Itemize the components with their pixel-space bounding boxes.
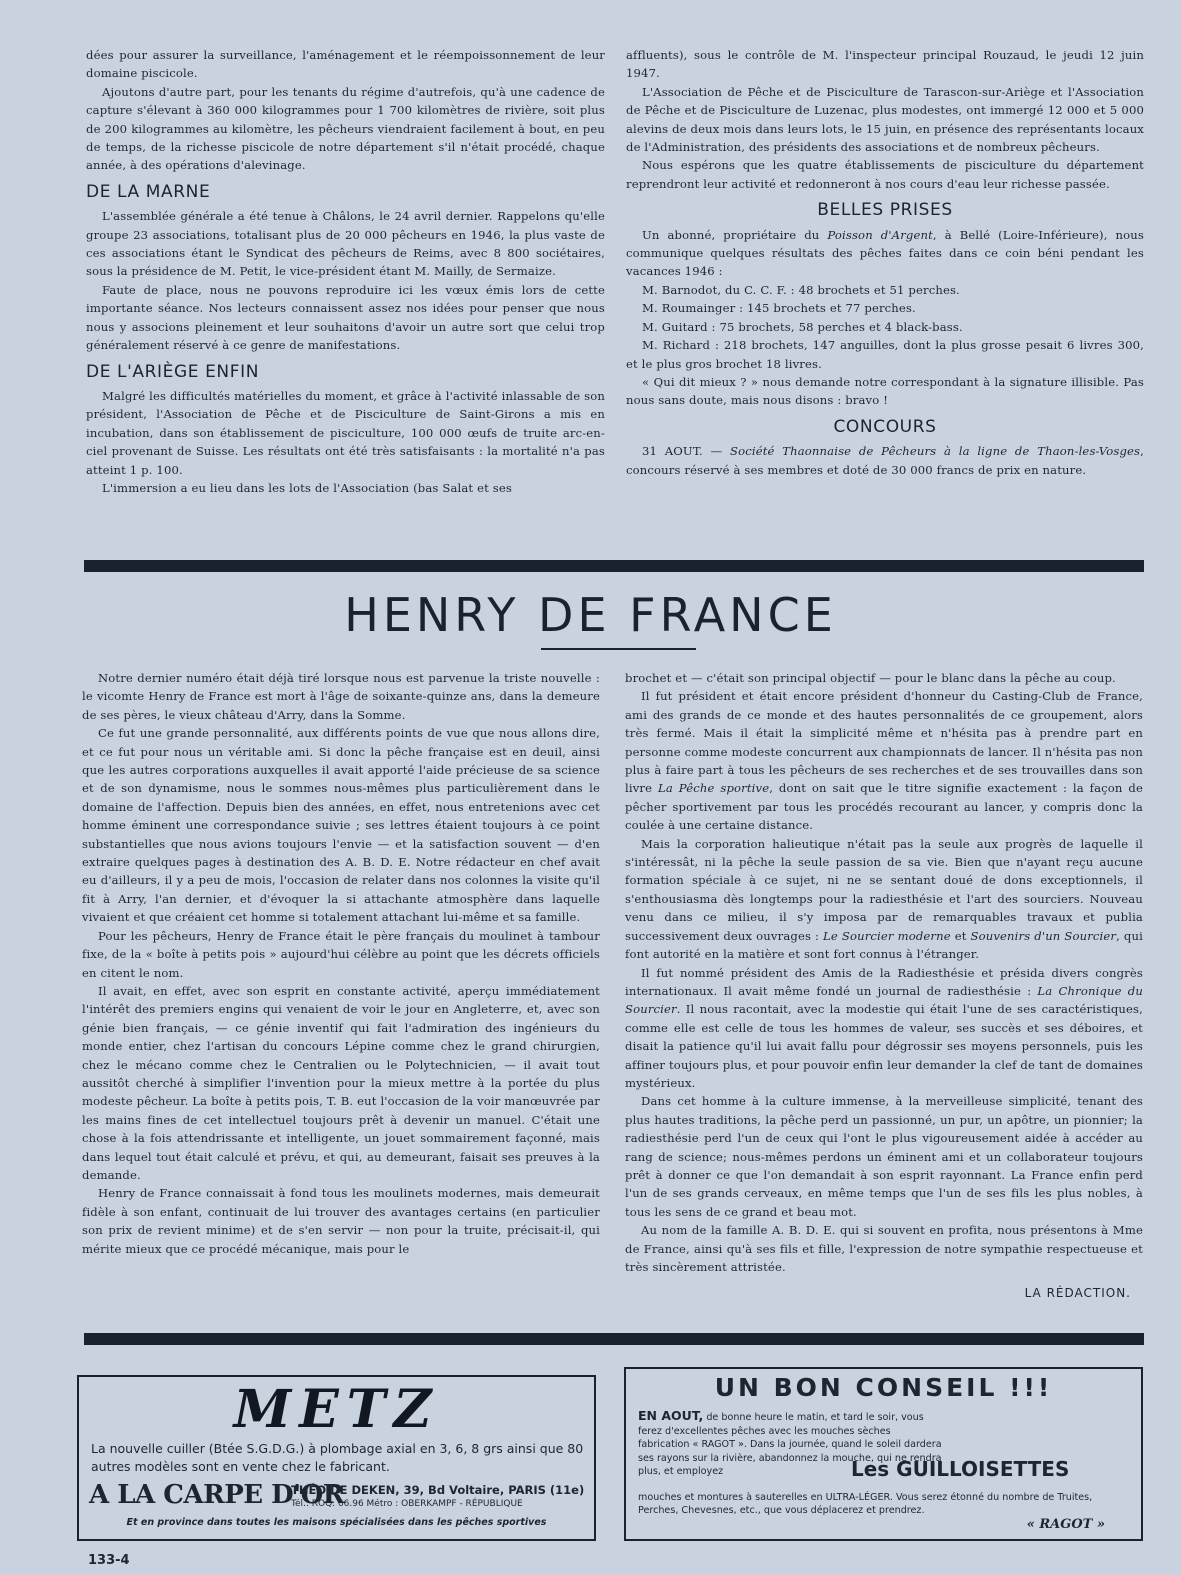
ragot-body: EN AOUT, de bonne heure le matin, et tard le soir, vous ferez d'excellentes pêches avec les mouches sèches fabrication « RAGOT ». Dans la journée, quand le soleil dardera ses rayons sur la rivière, abandonnez la mouche, qui ne rendra plus, et employez bbox=[638, 1408, 942, 1477]
top-right-column bbox=[626, 46, 1144, 479]
metz-footer: Et en province dans toutes les maisons spécialisées dans les pêches sportives bbox=[126, 1517, 547, 1528]
paragraph: L'immersion a eu lieu dans les lots de l'Association (bas Salat et ses bbox=[102, 480, 512, 495]
paragraph: Il fut président et était encore président d'honneur du Casting-Club de France, ami des grands de ce monde et des hautes personnalités de ce groupement, alors très fermé. Mais il était la simplicité même et n'hésita pas à prendre part en personne comme modeste concurrent aux championnats de lancer. Il n'hésita pas non plus à faire part à tous les pêcheurs de ses recherches et de ses trouvailles dans son livre La Pêche sportive, dont on sait que le titre signifie exactement : la façon de pêcher sportivement par tous les procédés recourant au lancer, y compris donc la coulée à une certaine distance. bbox=[625, 689, 1143, 833]
metz-description: La nouvelle cuiller (Btée S.G.D.G.) à plombage axial en 3, 6, 8 grs ainsi que 80 autres modèles sont en vente chez le fabricant. bbox=[91, 1441, 584, 1474]
list-item: M. Guitard : 75 brochets, 58 perches et 4 black-bass. bbox=[642, 319, 963, 334]
paragraph: dées pour assurer la surveillance, l'aménagement et le réempoissonnement de leur domaine piscicole. bbox=[86, 48, 605, 81]
paragraph: 31 AOUT. — Société Thaonnaise de Pêcheurs à la ligne de Thaon-les-Vosges, concours réservé à ses membres et doté de 30 000 francs de prix en nature. bbox=[626, 444, 1144, 477]
paragraph: Henry de France connaissait à fond tous les moulinets modernes, mais demeurait fidèle à son enfant, continuait de lui trouver des avantages certains (en particulier son prix de revient minime) et de s'en servir — non pour la truite, précisait-il, qui mérite mieux que ce procédé mécanique, mais pour le bbox=[82, 1186, 600, 1256]
article-title: HENRY DE FRANCE bbox=[344, 588, 837, 642]
paragraph: Ce fut une grande personnalité, aux différents points de vue que nous allons dire, et ce fut pour nous un véritable ami. Si donc la pêche française est en deuil, ainsi que les autres corporations auxquelles il avait apporté l'aide précieuse de sa science et de son dynamisme, nous le sommes nous-mêmes plus particulièrement dans le domaine de l'affection. Depuis bien des années, en effet, nous entretenions avec cet homme éminent une correspondance suivie ; ses lettres étaient toujours à ce point substantielles que nous avions toujours l'envie — et la satisfaction souvent — d'en extraire quelques pages à destination des A. B. D. E. Notre rédacteur en chef avait eu d'ailleurs, il y a peu de mois, l'occasion de relater dans nos colonnes la visite qu'il fit à Arry, l'an dernier, et d'évoquer la si attachante atmosphère dans laquelle vivaient et que créaient cet homme si totalement attachant lui-même et sa famille. bbox=[82, 726, 600, 925]
paragraph: L'Association de Pêche et de Pisciculture de Tarascon-sur-Ariège et l'Association de Pêche et de Pisciculture de Luzenac, plus modestes, ont immergé 12 000 et 5 000 alevins de deux mois dans leurs lots, le 15 juin, en présence des représentants locaux de l'Administration, des présidents des associations et de nombreux pêcheurs. bbox=[626, 84, 1144, 155]
paragraph: Dans cet homme à la culture immense, à la merveilleuse simplicité, tenant des plus hautes traditions, la pêche perd un passionné, un pur, un apôtre, un pionnier; la radiesthésie perd l'un de ceux qui l'ont le plus vigoureusement aidée à accéder au rang de science; nous-mêmes perdons un éminent ami et un collaborateur toujours prêt à donner ce que l'on demandait à son esprit rayonnant. La France enfin perd l'un de ses grands cerveaux, en même temps que l'un de ses fils les plus nobles, à tous les sens de ce grand et beau mot. bbox=[625, 1094, 1143, 1219]
paragraph: « Qui dit mieux ? » nous demande notre correspondant à la signature illisible. Pas nous sans doute, mais nous disons : bravo ! bbox=[626, 374, 1144, 408]
section-heading-ariege: DE L'ARIÈGE ENFIN bbox=[86, 361, 260, 382]
section-heading-belles-prises: BELLES PRISES bbox=[817, 200, 953, 221]
list-item: M. Barnodot, du C. C. F. : 48 brochets et 51 perches. bbox=[642, 282, 960, 297]
advertisement-metz bbox=[77, 1375, 596, 1541]
title-underline bbox=[541, 648, 696, 650]
shop-phone: Tél.: ROQ. 66.96 Métro : OBERKAMPF - RÉPUBLIQUE bbox=[291, 1499, 523, 1509]
list-item: M. Roumainger : 145 brochets et 77 perches. bbox=[642, 301, 916, 316]
paragraph: Notre dernier numéro était déjà tiré lorsque nous est parvenue la triste nouvelle : le vicomte Henry de France est mort à l'âge de soixante-quinze ans, dans la demeure de ses pères, le vieux château d'Arry, dans la Somme. bbox=[82, 671, 600, 722]
paragraph: Ajoutons d'autre part, pour les tenants du régime d'autrefois, qu'à une cadence de capture s'élevant à 360 000 kilogrammes pour 1 700 kilomètres de rivière, soit plus de 200 kilogrammes au kilomètre, les pêcheurs viendraient facilement à bout, en peu de temps, de la richesse piscicole de notre département s'il n'était procédé, chaque année, à des opérations d'alevinage. bbox=[86, 84, 605, 173]
paragraph: Malgré les difficultés matérielles du moment, et grâce à l'activité inlassable de son président, l'Association de Pêche et de Pisciculture de Saint-Girons a mis en incubation, dans son établissement de pisciculture, 100 000 œufs de truite arc-en-ciel provenant de Suisse. Les résultats ont été très satisfaisants : la mortalité n'a pas atteint 1 p. 100. bbox=[86, 388, 605, 477]
paragraph: Mais la corporation halieutique n'était pas la seule aux progrès de laquelle il s'intéressât, ni la pêche la seule passion de sa vie. Bien que n'ayant reçu aucune formation spéciale à ce sujet, ni ne se sentant doué de dons exceptionnels, il s'enthousiasma dès longtemps pour la radiesthésie et l'art des sourciers. Nouveau venu dans ce milieu, il s'y imposa par de remarquables travaux et publia successivement deux ouvrages : Le Sourcier moderne et Souvenirs d'un Sourcier, qui font autorité en la matière et sont fort connus à l'étranger. bbox=[625, 836, 1143, 962]
advertisement-ragot bbox=[624, 1367, 1143, 1541]
divider-rule-top bbox=[84, 560, 1144, 572]
ragot-brand: Les GUILLOISETTES bbox=[851, 1457, 1070, 1481]
ragot-body-2: mouches et montures à sauterelles en ULTRA-LÉGER. Vous serez étonné du nombre de Truites, Perches, Chevesnes, etc., que vous déplacerez et prendrez. bbox=[638, 1492, 1093, 1516]
shop-name: A LA CARPE D'OR bbox=[89, 1480, 344, 1510]
paragraph: L'assemblée générale a été tenue à Châlons, le 24 avril dernier. Rappelons qu'elle groupe 23 associations, totalisant plus de 20 000 pêcheurs en 1946, la plus vaste de ces associations étant le Syndicat des pêcheurs de Reims, avec 8 800 sociétaires, sous la présidence de M. Petit, le vice-président étant M. Mailly, de Sermaize. bbox=[86, 209, 605, 279]
paragraph: Il fut nommé président des Amis de la Radiesthésie et présida divers congrès internationaux. Il avait même fondé un journal de radiesthésie : La Chronique du Sourcier. Il nous racontait, avec la modestie qui était l'une de ses caractéristiques, comme elle est celle de tous les hommes de valeur, ses succès et ses déboires, et disait la patience qu'il lui avait fallu pour dégrossir ses moyens personnels, puis les affiner toujours plus, et pour pouvoir enfin leur demander la clef de tant de domaines mystérieux. bbox=[625, 965, 1143, 1090]
section-heading-concours: CONCOURS bbox=[833, 416, 937, 437]
ragot-signature: « RAGOT » bbox=[1026, 1517, 1105, 1532]
list-item: M. Richard : 218 brochets, 147 anguilles, dont la plus grosse pesait 6 livres 300, et le plus gros brochet 18 livres. bbox=[626, 338, 1144, 371]
metz-brand: METZ bbox=[233, 1379, 440, 1440]
shop-address: THÉO DE DEKEN, 39, Bd Voltaire, PARIS (11e) bbox=[291, 1483, 585, 1497]
paragraph: Au nom de la famille A. B. D. E. qui si souvent en profita, nous présentons à Mme de France, ainsi qu'à ses fils et fille, l'expression de notre sympathie respectueuse et très sincèrement attristée. bbox=[625, 1223, 1143, 1274]
paragraph: Pour les pêcheurs, Henry de France était le père français du moulinet à tambour fixe, de la « boîte à petits pois » aujourd'hui célèbre au point que les décrets officiels en citent le nom. bbox=[82, 928, 600, 980]
top-left-column bbox=[86, 46, 605, 497]
paragraph: Un abonné, propriétaire du Poisson d'Argent, à Bellé (Loire-Inférieure), nous communique quelques résultats des pêches faites dans ce coin béni pendant les vacances 1946 : bbox=[626, 227, 1144, 279]
paragraph: Il avait, en effet, avec son esprit en constante activité, aperçu immédiatement l'intérêt des premiers engins qui venaient de voir le jour en Angleterre, et, avec son génie bien français, — ce génie inventif qui fait l'admiration des ingénieurs du monde entier, chez l'artisan du concours Lépine comme chez le grand chirurgien, chez le mécano comme chez le Centralien ou le Polytechnicien, — il avait tout aussitôt cherché à simplifier l'invention pour la mieux mettre à la portée du plus modeste pêcheur. La boîte à petits pois, T. B. eut l'occasion de la voir manœuvrée par les mains fines de cet intellectuel toujours prêt à devenir un manuel. C'était une chose à la fois attendrissante et intelligente, un jouet sommairement façonné, mais dans lequel tout était calculé et prévu, et qui, au demeurant, faisait ses preuves à la demande. bbox=[82, 983, 600, 1182]
article-signature: LA RÉDACTION. bbox=[1024, 1286, 1131, 1301]
paragraph: Nous espérons que les quatre établissements de pisciculture du département reprendront leur activité et redonneront à nos cours d'eau leur richesse passée. bbox=[626, 158, 1144, 191]
article-left-column bbox=[82, 669, 600, 1258]
divider-rule-bottom bbox=[84, 1333, 1144, 1345]
paragraph: brochet et — c'était son principal objectif — pour le blanc dans la pêche au coup. bbox=[625, 671, 1116, 685]
ragot-title: UN BON CONSEIL !!! bbox=[714, 1373, 1053, 1402]
page-number: 133-4 bbox=[88, 1553, 130, 1568]
paragraph: affluents), sous le contrôle de M. l'inspecteur principal Rouzaud, le jeudi 12 juin 1947. bbox=[626, 48, 1144, 81]
section-heading-marne: DE LA MARNE bbox=[86, 181, 211, 202]
article-right-column bbox=[625, 669, 1143, 1303]
paragraph: Faute de place, nous ne pouvons reproduire ici les vœux émis lors de cette importante séance. Nos lecteurs connaissent assez nos idées pour penser que nous nous y associons pleinement et leur souhaitons d'avoir un autre sort que celui trop généralement réservé à ce genre de manifestations. bbox=[86, 282, 605, 353]
